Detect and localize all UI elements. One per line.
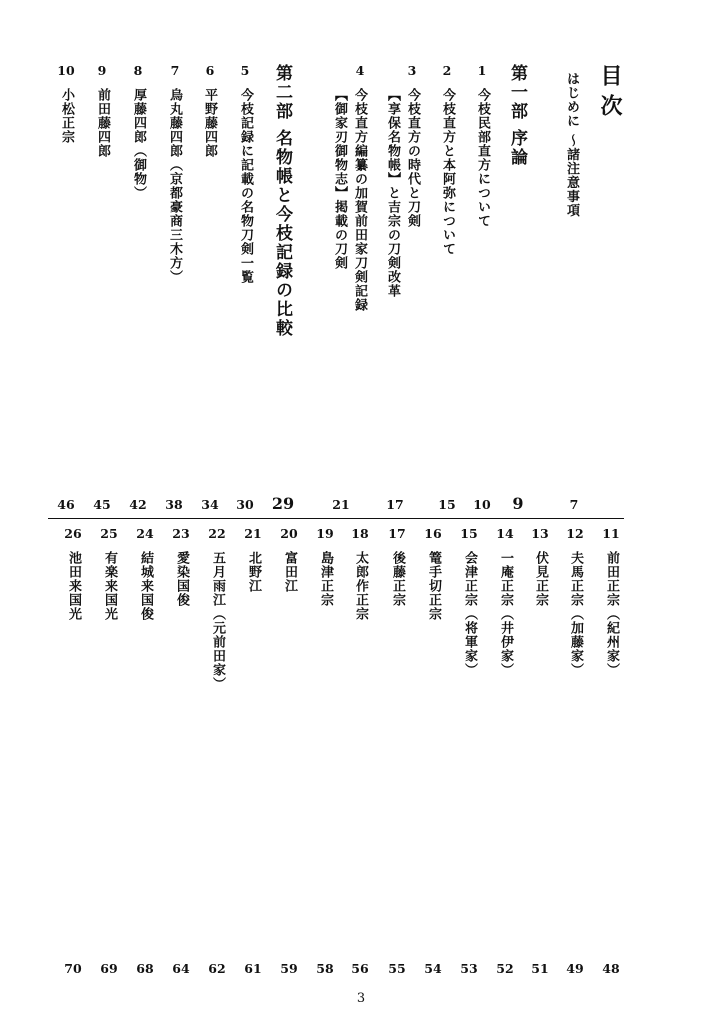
toc-entry: 前田藤四郎 xyxy=(95,88,110,158)
page-ref: 42 xyxy=(129,497,147,512)
toc-page: 58 xyxy=(316,961,334,976)
toc-num: 15 xyxy=(460,526,478,541)
toc-page: 52 xyxy=(496,961,514,976)
toc-num: 26 xyxy=(64,526,82,541)
page-ref: 45 xyxy=(93,497,111,512)
toc-entry: 伏見正宗 xyxy=(533,551,548,607)
page-ref: 38 xyxy=(165,497,183,512)
page-ref: 29 xyxy=(271,494,295,513)
divider-rule xyxy=(48,518,624,519)
page-number: 3 xyxy=(356,991,366,1006)
toc-page: 53 xyxy=(460,961,478,976)
toc-entry: 富田江 xyxy=(282,551,297,593)
toc-entry: 小松正宗 xyxy=(59,88,74,144)
toc-num: 20 xyxy=(280,526,298,541)
toc-num: 23 xyxy=(172,526,190,541)
toc-entry: 後藤正宗 xyxy=(390,551,405,607)
toc-entry: 篭手切正宗 xyxy=(426,551,441,621)
toc-num: 17 xyxy=(388,526,406,541)
page-ref: 7 xyxy=(569,497,579,512)
toc-entry: 今枝直方編纂の加賀前田家刀剣記録 xyxy=(352,88,367,312)
toc-page: 54 xyxy=(424,961,442,976)
toc-page: 48 xyxy=(602,961,620,976)
toc-entry: 厚藤四郎（御物） xyxy=(131,88,146,200)
toc-entry: 今枝民部直方について xyxy=(475,88,490,228)
toc-num: 9 xyxy=(97,63,107,78)
toc-num: 14 xyxy=(496,526,514,541)
toc-num: 2 xyxy=(442,63,452,78)
toc-entry: 前田正宗（紀州家） xyxy=(604,551,619,677)
toc-num: 12 xyxy=(566,526,584,541)
toc-num: 24 xyxy=(136,526,154,541)
page-ref: 15 xyxy=(438,497,456,512)
page-ref: 9 xyxy=(512,494,524,513)
toc-entry: 結城来国俊 xyxy=(138,551,153,621)
toc-num: 1 xyxy=(477,63,487,78)
toc-entry: 会津正宗（将軍家） xyxy=(462,551,477,677)
toc-num: 8 xyxy=(133,63,143,78)
toc-entry: 太郎作正宗 xyxy=(353,551,368,621)
intro-entry: はじめに ～諸注意事項 xyxy=(564,72,579,218)
page-ref: 21 xyxy=(332,497,350,512)
toc-page: 61 xyxy=(244,961,262,976)
toc-num: 18 xyxy=(351,526,369,541)
toc-page: 69 xyxy=(100,961,118,976)
toc-num: 6 xyxy=(205,63,215,78)
toc-entry: 平野藤四郎 xyxy=(202,88,217,158)
toc-page: 70 xyxy=(64,961,82,976)
toc-num: 21 xyxy=(244,526,262,541)
toc-page: 51 xyxy=(531,961,549,976)
toc-entry: 愛染国俊 xyxy=(174,551,189,607)
toc-num: 25 xyxy=(100,526,118,541)
toc-entry: 一庵正宗（井伊家） xyxy=(498,551,513,677)
page-ref: 30 xyxy=(236,497,254,512)
toc-num: 19 xyxy=(316,526,334,541)
page-title: 目次 xyxy=(597,64,622,124)
toc-page: 59 xyxy=(280,961,298,976)
toc-entry-subtitle: 【御家刃御物志】掲載の刀剣 xyxy=(332,88,347,270)
toc-page: 64 xyxy=(172,961,190,976)
toc-entry: 烏丸藤四郎（京都豪商三木方） xyxy=(167,88,182,284)
toc-entry: 今枝直方の時代と刀剣 xyxy=(405,88,420,228)
toc-page: 49 xyxy=(566,961,584,976)
toc-entry: 池田来国光 xyxy=(66,551,81,621)
toc-num: 22 xyxy=(208,526,226,541)
toc-page: 62 xyxy=(208,961,226,976)
toc-num: 7 xyxy=(170,63,180,78)
page-ref: 10 xyxy=(473,497,491,512)
toc-entry: 島津正宗 xyxy=(318,551,333,607)
part-1-heading: 第一部 序論 xyxy=(507,64,527,167)
toc-entry: 夫馬正宗（加藤家） xyxy=(568,551,583,677)
toc-entry: 今枝記録に記載の名物刀剣一覧 xyxy=(238,88,253,284)
toc-num: 13 xyxy=(531,526,549,541)
toc-entry-subtitle: 【享保名物帳】と吉宗の刀剣改革 xyxy=(385,88,400,298)
page-ref: 46 xyxy=(57,497,75,512)
toc-entry: 北野江 xyxy=(246,551,261,593)
page-ref: 17 xyxy=(386,497,404,512)
page-ref: 34 xyxy=(201,497,219,512)
toc-entry: 有楽来国光 xyxy=(102,551,117,621)
toc-num: 3 xyxy=(407,63,417,78)
toc-page: 56 xyxy=(351,961,369,976)
toc-num: 10 xyxy=(57,63,75,78)
toc-entry: 今枝直方と本阿弥について xyxy=(440,88,455,256)
toc-page: 68 xyxy=(136,961,154,976)
toc-num: 16 xyxy=(424,526,442,541)
toc-num: 4 xyxy=(355,63,365,78)
toc-page: 55 xyxy=(388,961,406,976)
toc-num: 5 xyxy=(240,63,250,78)
toc-entry: 五月雨江（元前田家） xyxy=(210,551,225,691)
toc-num: 11 xyxy=(602,526,620,541)
part-2-heading: 第二部 名物帳と今枝記録の比較 xyxy=(272,64,292,338)
